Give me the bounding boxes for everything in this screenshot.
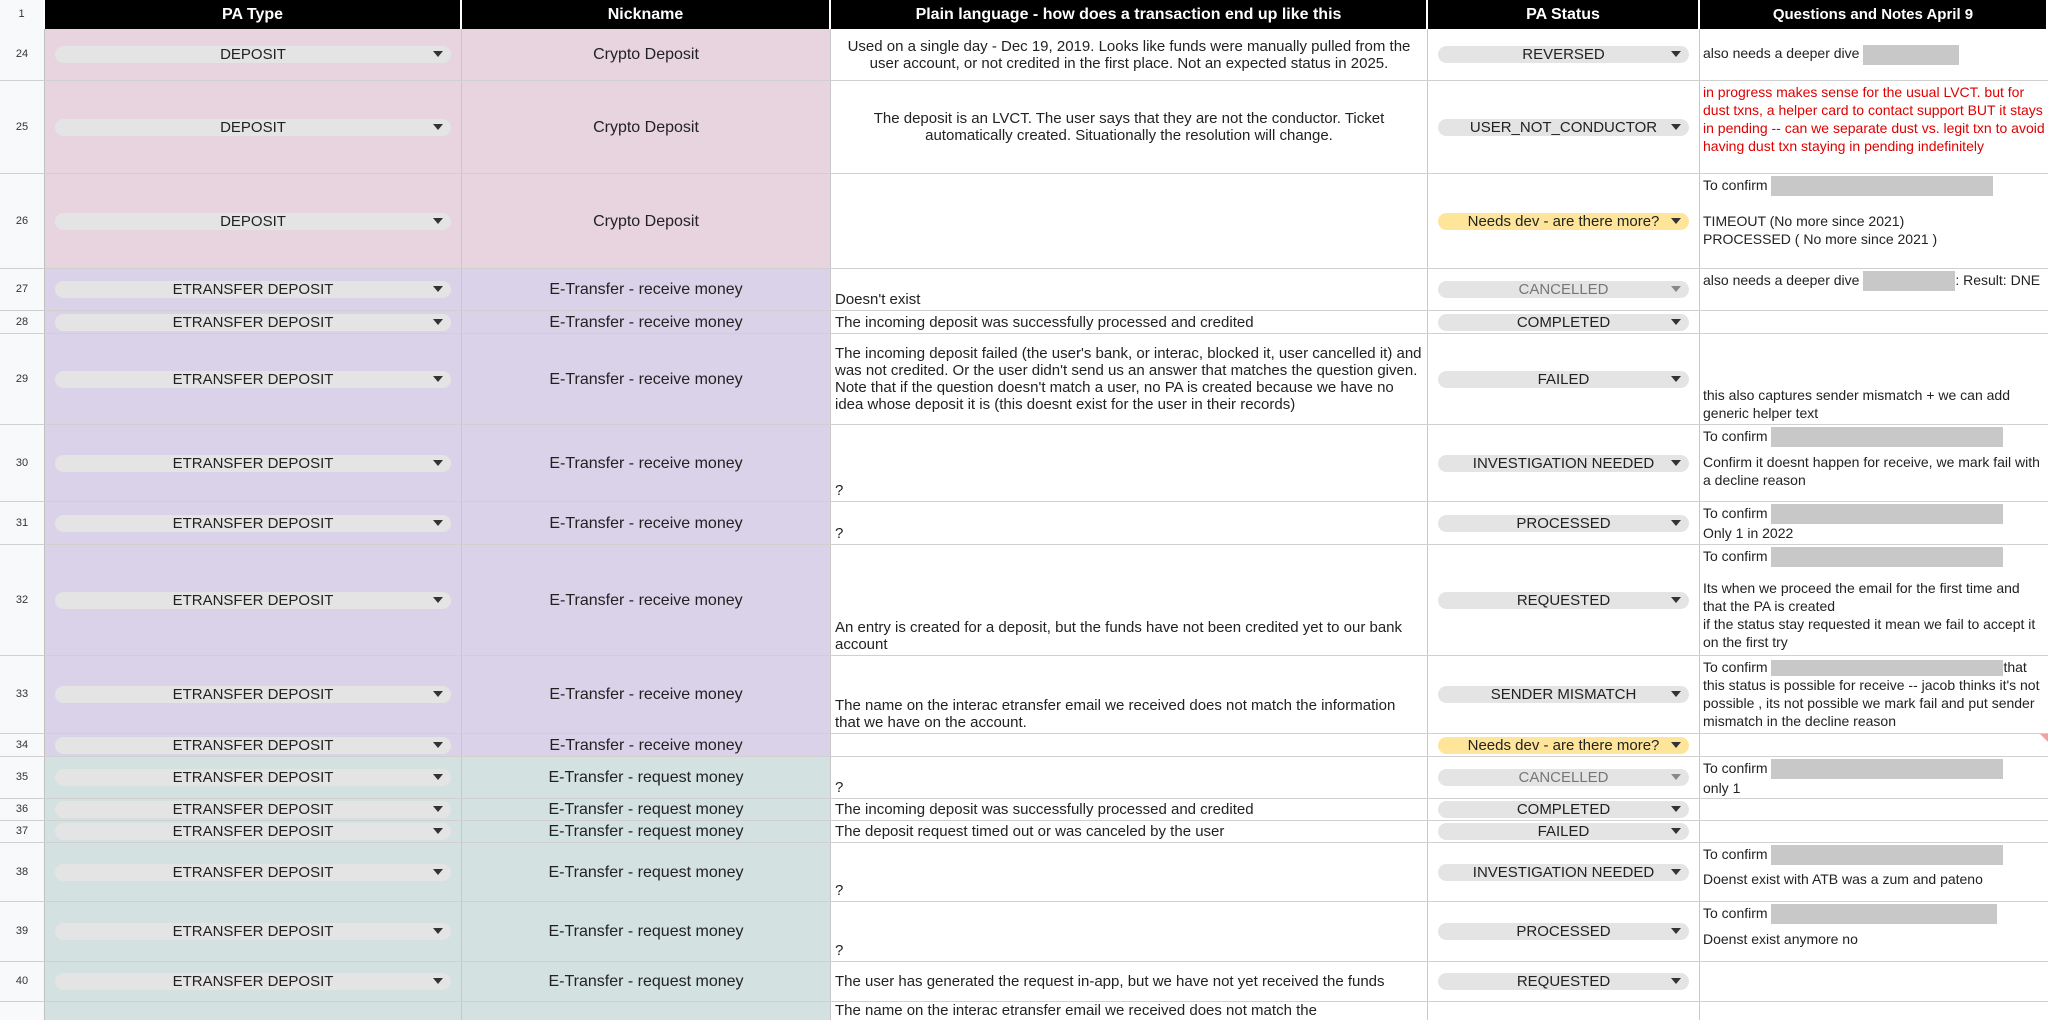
pa-status-cell[interactable] <box>1428 843 1700 901</box>
row-number: 34 <box>0 734 45 756</box>
row-number: 24 <box>0 29 45 80</box>
plain-language-cell[interactable]: The user has generated the request in-app, but we have not yet received the funds <box>831 962 1428 1001</box>
pa-status-cell[interactable] <box>1428 174 1700 268</box>
chevron-down-icon <box>433 742 443 748</box>
chevron-down-icon <box>1671 319 1681 325</box>
pa-status-dropdown[interactable]: REQUESTED <box>1438 592 1689 609</box>
chevron-down-icon <box>1671 286 1681 292</box>
pa-type-dropdown[interactable]: ETRANSFER DEPOSIT <box>55 686 451 703</box>
table-row <box>0 734 2048 757</box>
notes-cell[interactable]: this also captures sender mismatch + we can add generic helper text <box>1703 387 2010 421</box>
pa-status-dropdown[interactable]: INVESTIGATION NEEDED <box>1438 455 1689 472</box>
plain-language-cell[interactable]: The incoming deposit was successfully processed and credited <box>831 311 1428 333</box>
pa-type-cell[interactable] <box>45 81 462 173</box>
pa-type-dropdown[interactable]: ETRANSFER DEPOSIT <box>55 769 451 786</box>
table-row <box>0 545 2048 656</box>
chevron-down-icon <box>433 286 443 292</box>
row-number: 35 <box>0 757 45 798</box>
chevron-down-icon <box>433 319 443 325</box>
table-row <box>0 502 2048 545</box>
table-row <box>0 1002 2048 1020</box>
notes-cell[interactable]: To confirm TIMEOUT (No more since 2021) PROCESSED ( No more since 2021 ) <box>1700 174 2048 268</box>
chevron-down-icon <box>1671 520 1681 526</box>
pa-type-dropdown[interactable]: ETRANSFER DEPOSIT <box>55 455 451 472</box>
table-row <box>0 425 2048 502</box>
table-row <box>0 81 2048 174</box>
table-row <box>0 334 2048 425</box>
notes-cell[interactable]: To confirm Confirm it doesnt happen for receive, we mark fail with a decline reason <box>1703 428 2040 489</box>
plain-language-cell[interactable]: Doesn't exist <box>831 269 1428 310</box>
plain-language-cell[interactable]: The deposit request timed out or was canceled by the user <box>831 821 1428 842</box>
pa-type-cell[interactable] <box>45 656 462 733</box>
plain-language-cell[interactable]: Used on a single day - Dec 19, 2019. Looks like funds were manually pulled from the user account, or not credited in the first place. Not an expected status in 2025. <box>831 29 1428 80</box>
pa-status-dropdown[interactable]: CANCELLED <box>1438 769 1689 786</box>
pa-type-cell[interactable] <box>45 269 462 310</box>
chevron-down-icon <box>433 597 443 603</box>
notes-cell[interactable] <box>1700 1002 2048 1020</box>
notes-cell[interactable] <box>1700 799 2048 820</box>
nickname-cell[interactable]: E-Transfer - request money <box>462 799 831 820</box>
redacted-block <box>1863 45 1959 65</box>
pa-status-dropdown[interactable]: INVESTIGATION NEEDED <box>1438 864 1689 881</box>
pa-type-cell[interactable] <box>45 734 462 756</box>
chevron-down-icon <box>433 828 443 834</box>
pa-status-cell[interactable] <box>1428 1002 1700 1020</box>
nickname-cell[interactable]: E-Transfer - request money <box>462 902 831 961</box>
row-number: 30 <box>0 425 45 501</box>
pa-status-cell[interactable] <box>1428 29 1700 80</box>
chevron-down-icon <box>433 218 443 224</box>
row-number: 31 <box>0 502 45 544</box>
pa-type-cell[interactable] <box>45 29 462 80</box>
chevron-down-icon <box>433 806 443 812</box>
column-header-nickname[interactable]: Nickname <box>462 0 831 29</box>
pa-type-dropdown[interactable]: ETRANSFER DEPOSIT <box>55 823 451 840</box>
pa-type-cell[interactable] <box>45 799 462 820</box>
nickname-cell[interactable]: E-Transfer - receive money <box>462 269 831 310</box>
chevron-down-icon <box>1671 51 1681 57</box>
pa-type-dropdown[interactable]: ETRANSFER DEPOSIT <box>55 923 451 940</box>
plain-language-cell[interactable] <box>831 174 1428 268</box>
chevron-down-icon <box>1671 460 1681 466</box>
pa-type-dropdown[interactable]: ETRANSFER DEPOSIT <box>55 801 451 818</box>
pa-status-dropdown[interactable]: PROCESSED <box>1438 515 1689 532</box>
chevron-down-icon <box>1671 928 1681 934</box>
column-header-pa-status[interactable]: PA Status <box>1428 0 1700 29</box>
chevron-down-icon <box>433 869 443 875</box>
notes-cell[interactable]: also needs a deeper dive : Result: DNE <box>1700 269 2048 310</box>
pa-status-dropdown[interactable]: Needs dev - are there more? <box>1438 213 1689 230</box>
nickname-cell[interactable]: E-Transfer - request money <box>462 962 831 1001</box>
chevron-down-icon <box>433 978 443 984</box>
plain-language-cell[interactable]: The deposit is an LVCT. The user says that they are not the conductor. Ticket automatically created. Situationally the resolution will change. <box>831 81 1428 173</box>
pa-status-cell[interactable] <box>1428 821 1700 842</box>
plain-language-cell[interactable]: ? <box>831 843 1428 901</box>
pa-status-dropdown[interactable]: Needs dev - are there more? <box>1438 737 1689 754</box>
row-number: 1 <box>0 0 45 29</box>
pa-type-cell[interactable] <box>45 757 462 798</box>
comment-indicator-icon[interactable] <box>2040 734 2048 742</box>
chevron-down-icon <box>1671 828 1681 834</box>
notes-cell[interactable] <box>1700 734 2048 756</box>
nickname-cell[interactable]: E-Transfer - receive money <box>462 311 831 333</box>
nickname-cell[interactable]: E-Transfer - request money <box>462 843 831 901</box>
chevron-down-icon <box>1671 597 1681 603</box>
chevron-down-icon <box>1671 218 1681 224</box>
pa-type-cell[interactable] <box>45 502 462 544</box>
chevron-down-icon <box>433 928 443 934</box>
redacted-block <box>1771 759 2003 779</box>
plain-language-cell[interactable]: ? <box>831 502 1428 544</box>
pa-type-cell[interactable] <box>45 334 462 424</box>
chevron-down-icon <box>1671 869 1681 875</box>
notes-cell[interactable]: To confirm that this status is possible for receive -- jacob thinks it's not possible , its not possible we mark fail and put sender mismatch in the decline reason <box>1703 659 2040 730</box>
pa-status-cell[interactable] <box>1428 656 1700 733</box>
table-row <box>0 843 2048 902</box>
notes-cell[interactable]: To confirm Doenst exist with ATB was a zum and pateno <box>1700 843 2048 901</box>
plain-language-cell[interactable]: The incoming deposit was successfully processed and credited <box>831 799 1428 820</box>
chevron-down-icon <box>1671 376 1681 382</box>
pa-type-cell[interactable] <box>45 821 462 842</box>
plain-language-cell[interactable]: The incoming deposit failed (the user's bank, or interac, blocked it, user cancelled it) and was not credited. Or the user didn't send us an answer that matches the question given. Note that if the question doesn't match a user, no PA is created because we have no idea whose deposit it is (this doesnt exist for the user in their records) <box>831 334 1428 424</box>
plain-language-cell[interactable]: ? <box>831 902 1428 961</box>
pa-status-dropdown[interactable]: REQUESTED <box>1438 973 1689 990</box>
notes-cell[interactable]: To confirm Doenst exist anymore no <box>1700 902 2048 961</box>
nickname-cell[interactable] <box>462 1002 831 1020</box>
chevron-down-icon <box>433 460 443 466</box>
pa-status-cell[interactable] <box>1428 962 1700 1001</box>
table-row <box>0 311 2048 334</box>
redacted-block <box>1863 271 1955 291</box>
nickname-cell[interactable]: Crypto Deposit <box>462 29 831 80</box>
plain-language-cell[interactable]: ? <box>831 425 1428 501</box>
redacted-block <box>1771 504 2003 524</box>
pa-status-dropdown[interactable]: FAILED <box>1438 371 1689 388</box>
pa-type-dropdown[interactable]: ETRANSFER DEPOSIT <box>55 281 451 298</box>
row-number: 26 <box>0 174 45 268</box>
pa-status-cell[interactable] <box>1428 734 1700 756</box>
nickname-cell[interactable]: E-Transfer - receive money <box>462 334 831 424</box>
row-number: 27 <box>0 269 45 310</box>
pa-status-cell[interactable] <box>1428 81 1700 173</box>
table-row <box>0 174 2048 269</box>
chevron-down-icon <box>433 520 443 526</box>
pa-status-cell[interactable] <box>1428 502 1700 544</box>
row-number: 36 <box>0 799 45 820</box>
pa-status-cell[interactable] <box>1428 799 1700 820</box>
pa-type-cell[interactable] <box>45 1002 462 1020</box>
pa-status-dropdown[interactable]: SENDER MISMATCH <box>1438 686 1689 703</box>
nickname-cell[interactable]: Crypto Deposit <box>462 81 831 173</box>
row-number: 40 <box>0 962 45 1001</box>
nickname-cell[interactable]: Crypto Deposit <box>462 174 831 268</box>
pa-status-cell[interactable] <box>1428 902 1700 961</box>
chevron-down-icon <box>433 691 443 697</box>
pa-type-dropdown[interactable]: DEPOSIT <box>55 119 451 136</box>
table-row <box>0 29 2048 81</box>
pa-status-cell[interactable] <box>1428 311 1700 333</box>
chevron-down-icon <box>1671 742 1681 748</box>
plain-language-cell[interactable]: The name on the interac etransfer email we received does not match the <box>831 1002 1428 1020</box>
pa-type-cell[interactable] <box>45 902 462 961</box>
column-header-pa-type[interactable]: PA Type <box>45 0 462 29</box>
notes-cell[interactable] <box>1700 821 2048 842</box>
pa-status-cell[interactable] <box>1428 269 1700 310</box>
chevron-down-icon <box>1671 124 1681 130</box>
pa-type-cell[interactable] <box>45 174 462 268</box>
pa-type-dropdown[interactable]: ETRANSFER DEPOSIT <box>55 592 451 609</box>
notes-cell[interactable] <box>1700 311 2048 333</box>
pa-status-dropdown[interactable]: FAILED <box>1438 823 1689 840</box>
pa-type-dropdown[interactable]: ETRANSFER DEPOSIT <box>55 864 451 881</box>
pa-type-dropdown[interactable]: ETRANSFER DEPOSIT <box>55 371 451 388</box>
column-header-notes[interactable]: Questions and Notes April 9 <box>1700 0 2048 29</box>
row-number <box>0 1002 45 1020</box>
pa-type-dropdown[interactable]: ETRANSFER DEPOSIT <box>55 737 451 754</box>
row-number: 25 <box>0 81 45 173</box>
pa-status-cell[interactable] <box>1428 334 1700 424</box>
nickname-cell[interactable]: E-Transfer - receive money <box>462 656 831 733</box>
chevron-down-icon <box>433 51 443 57</box>
row-number: 39 <box>0 902 45 961</box>
column-header-plain-language[interactable]: Plain language - how does a transaction end up like this <box>831 0 1428 29</box>
table-row <box>0 656 2048 734</box>
nickname-cell[interactable]: E-Transfer - request money <box>462 757 831 798</box>
redacted-block <box>1771 176 1993 196</box>
pa-type-dropdown[interactable]: DEPOSIT <box>55 213 451 230</box>
redacted-block <box>1771 845 2003 865</box>
nickname-cell[interactable]: E-Transfer - receive money <box>462 734 831 756</box>
pa-status-dropdown[interactable]: COMPLETED <box>1438 314 1689 331</box>
table-row <box>0 821 2048 843</box>
row-number: 28 <box>0 311 45 333</box>
pa-status-cell[interactable] <box>1428 757 1700 798</box>
plain-language-cell[interactable]: The name on the interac etransfer email we received does not match the information that we have on the account. <box>831 656 1428 733</box>
pa-type-cell[interactable] <box>45 545 462 655</box>
chevron-down-icon <box>1671 806 1681 812</box>
nickname-cell[interactable]: E-Transfer - receive money <box>462 545 831 655</box>
nickname-cell[interactable]: E-Transfer - request money <box>462 821 831 842</box>
pa-type-dropdown[interactable]: ETRANSFER DEPOSIT <box>55 314 451 331</box>
nickname-cell[interactable]: E-Transfer - receive money <box>462 502 831 544</box>
table-row <box>0 269 2048 311</box>
table-row <box>0 799 2048 821</box>
pa-status-dropdown[interactable]: USER_NOT_CONDUCTOR <box>1438 119 1689 136</box>
pa-status-dropdown[interactable]: PROCESSED <box>1438 923 1689 940</box>
plain-language-cell[interactable]: ? <box>831 757 1428 798</box>
table-row <box>0 962 2048 1002</box>
chevron-down-icon <box>433 124 443 130</box>
chevron-down-icon <box>433 774 443 780</box>
redacted-block <box>1771 427 2003 447</box>
notes-cell[interactable]: also needs a deeper dive <box>1700 29 2048 80</box>
pa-status-dropdown[interactable]: COMPLETED <box>1438 801 1689 818</box>
pa-type-cell[interactable] <box>45 962 462 1001</box>
row-number: 29 <box>0 334 45 424</box>
pa-type-dropdown[interactable]: ETRANSFER DEPOSIT <box>55 973 451 990</box>
pa-status-dropdown[interactable]: REVERSED <box>1438 46 1689 63</box>
notes-cell[interactable]: To confirm only 1 <box>1700 757 2048 798</box>
pa-type-cell[interactable] <box>45 843 462 901</box>
row-number: 33 <box>0 656 45 733</box>
redacted-block <box>1771 547 2003 567</box>
pa-type-cell[interactable] <box>45 311 462 333</box>
table-row <box>0 902 2048 962</box>
row-number: 32 <box>0 545 45 655</box>
pa-status-cell[interactable] <box>1428 425 1700 501</box>
redacted-block <box>1771 904 1997 924</box>
pa-status-cell[interactable] <box>1428 545 1700 655</box>
pa-status-dropdown[interactable]: CANCELLED <box>1438 281 1689 298</box>
chevron-down-icon <box>1671 978 1681 984</box>
plain-language-cell[interactable] <box>831 734 1428 756</box>
notes-cell[interactable]: To confirm Its when we proceed the email for the first time and that the PA is created if the status stay requested it mean we fail to accept it on the first try <box>1703 548 2036 651</box>
chevron-down-icon <box>433 376 443 382</box>
pa-type-cell[interactable] <box>45 425 462 501</box>
table-row <box>0 757 2048 799</box>
plain-language-cell[interactable]: An entry is created for a deposit, but the funds have not been credited yet to our bank account <box>831 545 1428 655</box>
nickname-cell[interactable]: E-Transfer - receive money <box>462 425 831 501</box>
header-row <box>0 0 2048 29</box>
notes-cell[interactable] <box>1700 962 2048 1001</box>
notes-cell[interactable]: To confirm Only 1 in 2022 <box>1700 502 2048 544</box>
row-number: 37 <box>0 821 45 842</box>
chevron-down-icon <box>1671 774 1681 780</box>
pa-type-dropdown[interactable]: ETRANSFER DEPOSIT <box>55 515 451 532</box>
notes-cell[interactable]: in progress makes sense for the usual LVCT. but for dust txns, a helper card to contact support BUT it stays in pending -- can we separate dust vs. legit txn to avoid having dust txn staying in pending indefinitely <box>1703 84 2045 154</box>
chevron-down-icon <box>1671 691 1681 697</box>
row-number: 38 <box>0 843 45 901</box>
pa-type-dropdown[interactable]: DEPOSIT <box>55 46 451 63</box>
redacted-block <box>1771 660 2003 676</box>
